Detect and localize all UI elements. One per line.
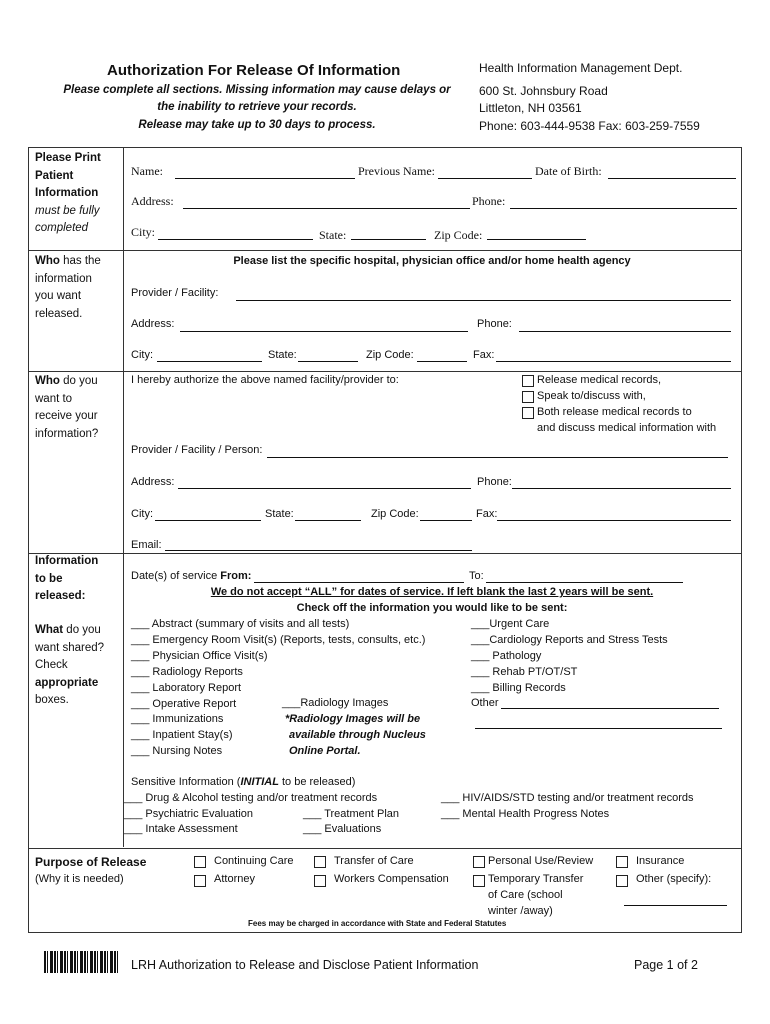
info-what-line-2: want shared? (35, 641, 105, 654)
dept-street: 600 St. Johnsbury Road (479, 84, 608, 98)
info-what-line-5: boxes. (35, 694, 69, 706)
purpose-why: (Why it is needed) (35, 873, 124, 885)
recipient-label-who: Who (35, 375, 60, 387)
footer-form-title: LRH Authorization to Release and Disclose Patient Information (131, 958, 479, 972)
insurance-label: Insurance (636, 855, 685, 867)
check-off-heading: Check off the information you would like to be sent: (296, 602, 568, 614)
info-what-line-1 (35, 622, 104, 640)
info-what-label (35, 622, 104, 710)
record-type-option[interactable]: ___ Inpatient Stay(s) (131, 729, 233, 742)
temporary-transfer-checkbox[interactable] (473, 875, 485, 887)
patient-label-line-3: Information (35, 187, 99, 199)
recipient-zip-label: Zip Code: (371, 508, 419, 520)
evaluations-option[interactable]: ___ Evaluations (303, 823, 382, 835)
patient-address-field[interactable] (183, 208, 470, 209)
drug-alcohol-option[interactable]: ___ Drug & Alcohol testing and/or treatment records (124, 792, 378, 804)
record-type-option[interactable]: ___ Operative Report (131, 697, 237, 710)
dates-prefix: Date(s) of service (131, 570, 221, 582)
patient-zip-label: Zip Code: (434, 228, 483, 242)
temp-transfer-line-3: winter /away) (488, 905, 553, 917)
dates-to-label: To: (469, 570, 484, 582)
attorney-checkbox[interactable] (194, 875, 206, 887)
recipient-provider-field[interactable] (267, 457, 728, 458)
info-what-line-4: appropriate (35, 676, 99, 689)
dept-phone-fax: Phone: 603-444-9538 Fax: 603-259-7559 (479, 119, 700, 133)
continuing-care-checkbox[interactable] (194, 856, 206, 868)
info-what-line-3: Check (35, 659, 68, 671)
source-section-label (35, 253, 101, 323)
recipient-state-field[interactable] (295, 520, 361, 521)
patient-label-line-4: must be fully (35, 204, 100, 217)
dates-of-service-label (131, 570, 251, 582)
patient-state-label: State: (319, 228, 347, 242)
info-label-line-1: Information (35, 555, 99, 567)
hiv-aids-option[interactable]: ___ HIV/AIDS/STD testing and/or treatment records (441, 792, 694, 804)
record-type-option[interactable]: ___ Emergency Room Visit(s) (Reports, tests, consults, etc.) (131, 633, 426, 646)
section-divider-info (28, 848, 741, 849)
recipient-label-do-you: do you (59, 375, 98, 387)
speak-discuss-checkbox[interactable] (522, 391, 534, 403)
workers-comp-label: Workers Compensation (334, 873, 449, 885)
source-instruction: Please list the specific hospital, physician office and/or home health agency (233, 255, 631, 267)
patient-phone-field[interactable] (510, 208, 737, 209)
record-type-option[interactable]: ___ Pathology (471, 649, 542, 662)
patient-label-line-2: Patient (35, 169, 74, 182)
record-type-option[interactable]: ___ Rehab PT/OT/ST (471, 665, 578, 678)
source-city-label: City: (131, 349, 153, 361)
recipient-label-line-2: want to (35, 392, 73, 405)
radiology-images-option[interactable]: ___Radiology Images (282, 697, 389, 709)
dept-name: Health Information Management Dept. (479, 61, 683, 75)
record-type-option[interactable]: ___ Nursing Notes (131, 745, 223, 758)
patient-previous-name-label: Previous Name: (358, 164, 435, 178)
record-type-option[interactable]: ___Urgent Care (471, 618, 550, 630)
source-provider-label: Provider / Facility: (131, 287, 219, 299)
source-fax-field[interactable] (496, 361, 731, 362)
record-type-option[interactable]: ___ Radiology Reports (131, 665, 243, 678)
source-label-line-4: released. (35, 307, 83, 320)
record-type-option[interactable]: ___ Billing Records (471, 681, 566, 694)
section-divider-patient (28, 250, 741, 251)
temp-transfer-line-1: Temporary Transfer (488, 873, 584, 885)
insurance-checkbox[interactable] (616, 856, 628, 868)
speak-discuss-label: Speak to/discuss with, (537, 390, 646, 402)
personal-use-label: Personal Use/Review (488, 855, 594, 867)
source-fax-label: Fax: (473, 349, 495, 361)
purpose-title: Purpose of Release (35, 855, 147, 869)
recipient-city-label: City: (131, 508, 153, 520)
recipient-zip-field[interactable] (420, 520, 472, 521)
recipient-state-label: State: (265, 508, 294, 520)
radiology-note-line-2: available through Nucleus (289, 729, 426, 741)
source-state-label: State: (268, 349, 297, 361)
recipient-email-field[interactable] (165, 550, 472, 551)
authorize-statement: I hereby authorize the above named facility/provider to: (131, 374, 399, 386)
patient-dob-field[interactable] (608, 178, 736, 179)
dates-from-label: From: (220, 570, 252, 582)
sensitive-c: to be released) (278, 776, 356, 788)
sensitive-info-heading (131, 776, 355, 788)
patient-previous-name-field[interactable] (438, 178, 532, 179)
radiology-note-line-1: *Radiology Images will be (285, 713, 421, 725)
treatment-plan-option[interactable]: ___ Treatment Plan (303, 808, 400, 820)
other-records-field-2[interactable] (475, 728, 722, 729)
patient-address-label: Address: (131, 194, 174, 208)
recipient-label-line-4: information? (35, 427, 99, 440)
form-title: Authorization For Release Of Information (107, 62, 401, 79)
patient-state-field[interactable] (351, 239, 426, 240)
recipient-email-label: Email: (131, 539, 162, 551)
source-address-label: Address: (131, 318, 175, 330)
fees-notice: Fees may be charged in accordance with State and Federal Statutes (248, 919, 507, 928)
mental-health-option[interactable]: ___ Mental Health Progress Notes (441, 808, 610, 820)
recipient-phone-label: Phone: (477, 476, 512, 488)
release-records-label: Release medical records, (537, 374, 662, 386)
instructions-line-3: Release may take up to 30 days to process. (138, 119, 376, 131)
instructions-line-2: the inability to retrieve your records. (157, 101, 357, 113)
record-type-option[interactable]: ___ Immunizations (131, 713, 224, 726)
no-all-notice: We do not accept “ALL” for dates of service. If left blank the last 2 years will be sent. (210, 586, 654, 598)
info-section-label (35, 553, 98, 606)
info-what-word: What (35, 624, 64, 636)
source-provider-field[interactable] (236, 300, 731, 301)
recipient-label-line-1 (35, 373, 98, 391)
patient-name-label: Name: (131, 164, 163, 178)
recipient-section-label (35, 373, 98, 443)
record-type-option[interactable]: ___ Abstract (summary of visits and all tests) (131, 618, 350, 630)
barcode (44, 951, 120, 973)
section-divider-source (28, 371, 741, 372)
transfer-of-care-label: Transfer of Care (334, 855, 414, 867)
source-zip-field[interactable] (417, 361, 467, 362)
source-label-line-1 (35, 253, 101, 271)
record-type-option[interactable]: ___ Laboratory Report (131, 681, 242, 694)
patient-name-field[interactable] (175, 178, 355, 179)
recipient-city-field[interactable] (155, 520, 261, 521)
source-label-line-2: information (35, 272, 92, 285)
psychiatric-eval-option[interactable]: ___ Psychiatric Evaluation (124, 808, 254, 820)
patient-dob-label: Date of Birth: (535, 164, 602, 178)
dates-from-field[interactable] (254, 582, 464, 583)
workers-comp-checkbox[interactable] (314, 875, 326, 887)
record-type-option[interactable]: ___ Physician Office Visit(s) (131, 649, 268, 662)
recipient-fax-label: Fax: (476, 508, 498, 520)
patient-section-label (35, 150, 101, 238)
instructions-line-1: Please complete all sections. Missing information may cause delays or (63, 84, 451, 96)
sensitive-a: Sensitive Information ( (131, 776, 241, 788)
temp-transfer-line-2: of Care (school (488, 889, 563, 901)
form-left-column-divider (123, 147, 124, 847)
both-release-discuss-checkbox[interactable] (522, 407, 534, 419)
patient-phone-label: Phone: (472, 194, 506, 208)
other-records-label: Other (471, 697, 499, 709)
dept-city: Littleton, NH 03561 (479, 101, 582, 115)
source-label-has-the: has the (59, 255, 101, 267)
transfer-of-care-checkbox[interactable] (314, 856, 326, 868)
recipient-label-line-3: receive your (35, 410, 98, 422)
other-purpose-field[interactable] (624, 905, 727, 906)
attorney-label: Attorney (214, 873, 255, 885)
recipient-address-field[interactable] (178, 488, 471, 489)
source-label-who: Who (35, 255, 60, 267)
continuing-care-label: Continuing Care (214, 855, 294, 867)
record-type-option[interactable]: ___Cardiology Reports and Stress Tests (471, 633, 668, 646)
section-divider-recipient (28, 553, 741, 554)
other-purpose-label: Other (specify): (636, 873, 712, 885)
recipient-phone-field[interactable] (512, 488, 731, 489)
source-address-field[interactable] (180, 331, 468, 332)
dates-to-field[interactable] (486, 582, 683, 583)
recipient-provider-label: Provider / Facility / Person: (131, 444, 263, 456)
release-records-checkbox[interactable] (522, 375, 534, 387)
source-zip-label: Zip Code: (366, 349, 414, 361)
patient-city-field[interactable] (158, 239, 313, 240)
radiology-note-line-3: Online Portal. (289, 745, 361, 757)
source-city-field[interactable] (157, 361, 262, 362)
both-discuss-label: and discuss medical information with (537, 422, 717, 434)
footer-page-number: Page 1 of 2 (634, 958, 698, 972)
info-label-line-2: to be (35, 572, 63, 585)
other-purpose-checkbox[interactable] (616, 875, 628, 887)
source-state-field[interactable] (298, 361, 358, 362)
other-records-field-1[interactable] (501, 708, 719, 709)
patient-zip-field[interactable] (487, 239, 586, 240)
patient-label-line-1: Please Print (35, 152, 101, 164)
patient-city-label: City: (131, 225, 156, 239)
source-label-line-3: you want (35, 290, 82, 302)
source-phone-field[interactable] (519, 331, 731, 332)
patient-label-line-5: completed (35, 222, 89, 234)
intake-assessment-option[interactable]: ___ Intake Assessment (124, 823, 238, 835)
personal-use-checkbox[interactable] (473, 856, 485, 868)
recipient-address-label: Address: (131, 476, 175, 488)
source-phone-label: Phone: (477, 318, 512, 330)
info-label-line-3: released: (35, 590, 86, 602)
recipient-fax-field[interactable] (497, 520, 731, 521)
sensitive-initial: INITIAL (240, 776, 279, 788)
info-do-you: do you (63, 624, 101, 636)
both-release-label: Both release medical records to (537, 406, 692, 418)
